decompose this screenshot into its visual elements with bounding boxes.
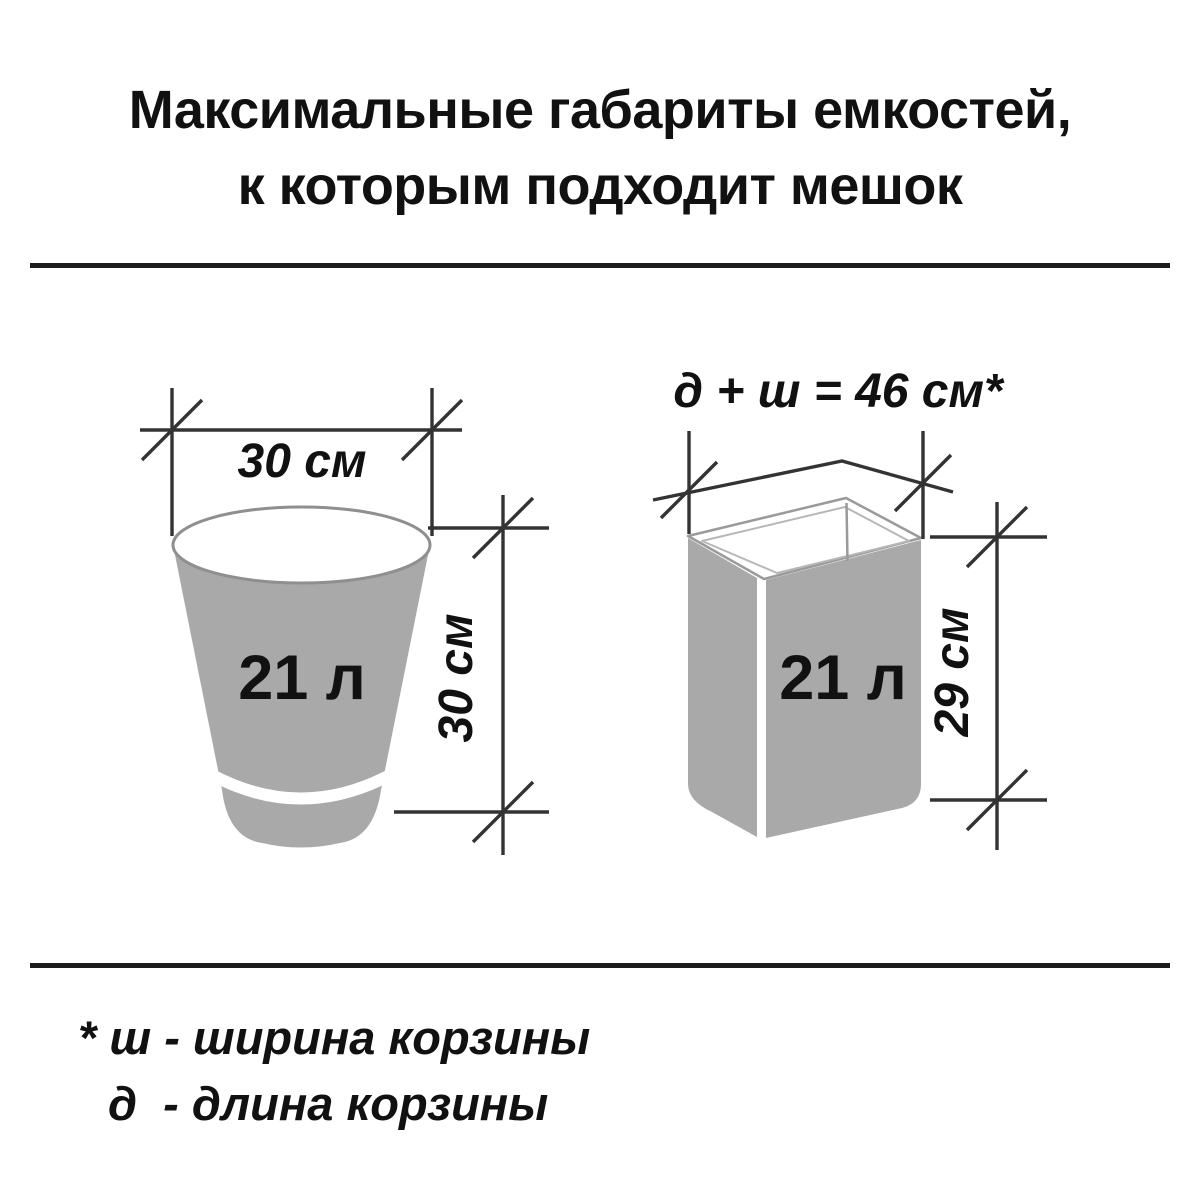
right-bin-formula-label: д + ш = 46 см* [673,365,1003,418]
footnote-line-1: * ш - ширина корзины [78,1011,591,1064]
left-bin-opening [173,507,430,583]
right-bin-left-face [688,538,757,837]
left-bin-width-label: 30 см [237,435,367,488]
left-bin-volume-label: 21 л [238,643,366,713]
right-bin-height-label: 29 см [926,607,979,737]
title-line-1: Максимальные габариты емкостей, [128,80,1072,140]
title-line-2: к которым подходит мешок [237,156,963,216]
left-bin-height-label: 30 см [430,613,483,743]
footnote-line-2: д - длина корзины [108,1077,549,1130]
divider-bottom [30,963,1170,968]
right-bin-inner-back-edge [847,503,848,561]
right-bin-volume-label: 21 л [779,643,907,713]
footnote [78,1005,590,1137]
